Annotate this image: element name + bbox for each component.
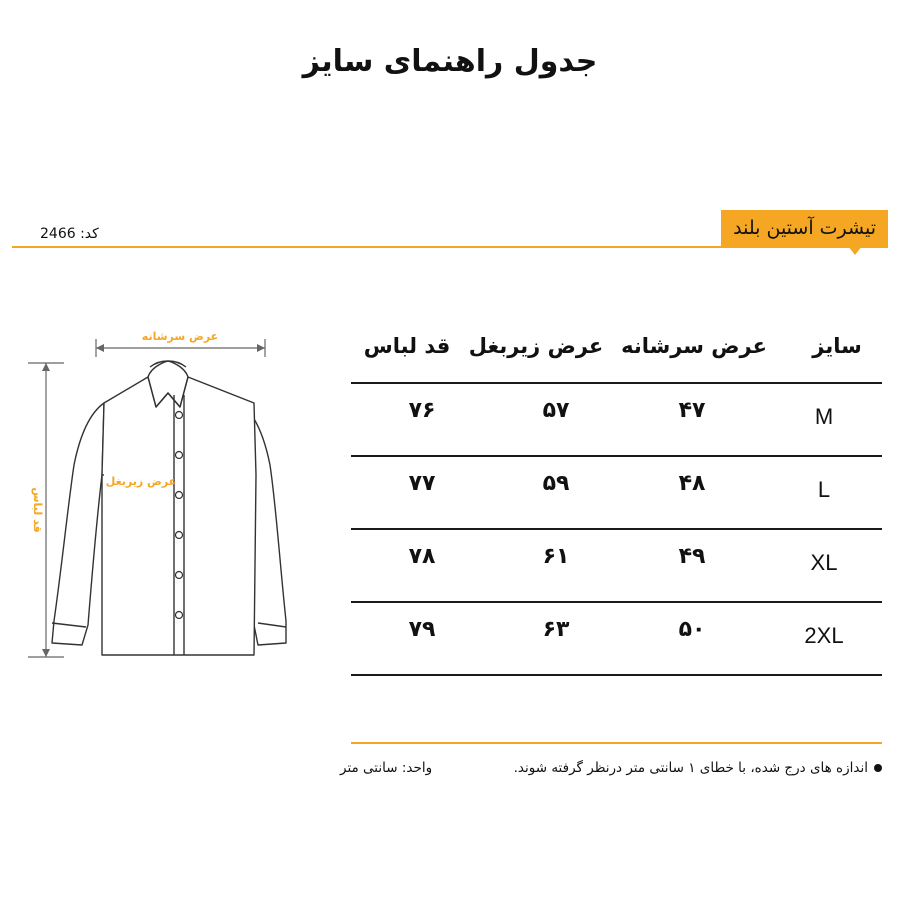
- table-row: [351, 601, 882, 676]
- unit-label: واحد:: [401, 760, 433, 776]
- table-header-row: [351, 320, 882, 382]
- header-shoulder: عرض سرشانه: [621, 334, 767, 358]
- header-chest: عرض زیربغل: [468, 334, 604, 358]
- cell-length: ۷۷: [408, 471, 436, 496]
- cell-size: M: [814, 404, 834, 429]
- unit-note: [340, 760, 432, 776]
- cell-length: ۷۹: [408, 617, 436, 642]
- cell-chest: ۶۱: [542, 544, 570, 569]
- page-title: جدول راهنمای سایز: [302, 44, 598, 79]
- cell-size: L: [817, 477, 831, 502]
- cell-size: 2XL: [804, 623, 844, 648]
- product-code: [40, 226, 99, 242]
- shoulder-dimension-label: عرض سرشانه: [141, 330, 219, 343]
- size-table: [351, 320, 882, 676]
- tolerance-note: [514, 760, 882, 776]
- cell-chest: ۶۳: [542, 617, 570, 642]
- product-tag: تیشرت آستین بلند: [721, 210, 888, 246]
- table-row: [351, 528, 882, 601]
- cell-length: ۷۸: [408, 544, 436, 569]
- cell-shoulder: ۴۷: [678, 398, 706, 423]
- product-code-value: 2466: [40, 226, 76, 242]
- table-row: [351, 455, 882, 528]
- chest-dimension-label: عرض زیربغل: [105, 475, 177, 488]
- cell-chest: ۵۷: [542, 398, 570, 423]
- tolerance-note-text: اندازه های درج شده، با خطای ۱ سانتی متر درنظر گرفته شوند.: [513, 760, 868, 776]
- header-size: سایز: [812, 334, 862, 358]
- cell-shoulder: ۴۹: [678, 544, 706, 569]
- header-divider: [12, 246, 888, 248]
- table-row: [351, 382, 882, 455]
- cell-shoulder: ۵۰: [678, 617, 706, 642]
- cell-size: XL: [810, 550, 838, 575]
- product-code-label: کد:: [80, 226, 99, 242]
- footer-divider: [351, 742, 882, 744]
- cell-shoulder: ۴۸: [678, 471, 706, 496]
- cell-chest: ۵۹: [542, 471, 570, 496]
- cell-length: ۷۶: [408, 398, 436, 423]
- length-dimension-label: قد لباس: [31, 487, 44, 533]
- unit-value: سانتی متر: [340, 760, 398, 776]
- bullet-icon: [874, 764, 882, 772]
- header-length: قد لباس: [363, 334, 451, 358]
- shirt-diagram: [18, 325, 288, 670]
